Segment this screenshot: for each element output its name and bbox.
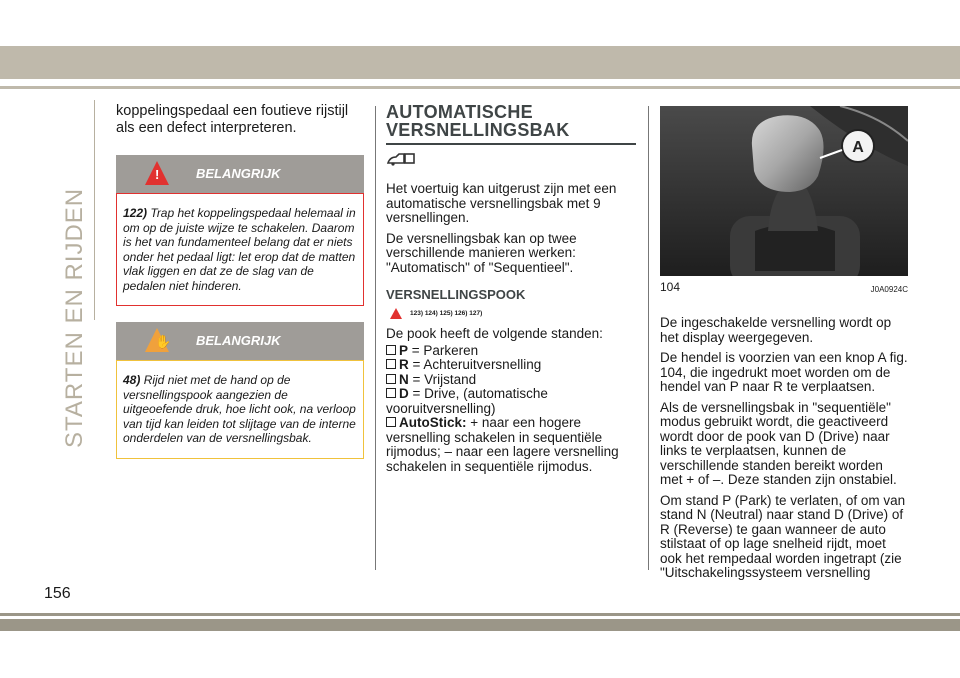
column-right [660, 106, 908, 587]
warning-triangle-icon: ! [145, 161, 169, 185]
paragraph: Om stand P (Park) te verlaten, of om van stand N (Neutral) naar stand D (Drive) of R (Reverse) te gaan wanneer de auto stilstaat of op lage snelheid rijdt, moet ook het rempedaal worden ingetrapt (zie "Uitschakelingssysteem versnelling [660, 492, 906, 580]
column-middle [386, 103, 636, 474]
refs-text: 123) 124) 125) 126) 127) [410, 310, 483, 317]
warning-box-2 [116, 360, 364, 459]
warning-box-1 [116, 193, 364, 306]
warning-refs [390, 308, 636, 319]
intro-paragraph-2: De versnellingsbak kan op twee verschillende manieren werken: "Automatisch" of "Sequentieel". [386, 230, 577, 275]
heading-underline [386, 143, 636, 145]
warning-text: Rijd niet met de hand op de versnellingspook aangezien de uitgeoefende druk, hoe licht ook, na verloop van tijd kan leiden tot slijtage van de interne onderdelen van de versnellingsbak. [123, 373, 356, 445]
section-heading-line1: AUTOMATISCHE [386, 102, 533, 122]
warning-text: Trap het koppelingspedaal helemaal in om op de juiste wijze te schakelen. Daarom is het van fundamenteel belang dat er niets onder het pedaal ligt: let erop dat de matten vlak liggen en dat ze de slag van de pedalen niet hinderen. [123, 206, 356, 293]
intro-paragraph: koppelingspedaal een foutieve rijstijl als een defect interpreteren. [116, 103, 349, 136]
paragraph: Als de versnellingsbak in "sequentiële" modus gebruikt wordt, die geactiveerd wordt door de pook van D (Drive) naar links te verplaatsen, kunnen de verschillende standen bereikt worden met + of –. Deze standen zijn onstabiel. [660, 399, 897, 487]
checkbox-icon [386, 345, 396, 355]
warning-title: BELANGRIJK [196, 333, 281, 348]
list-item: R = Achteruitversnelling [386, 358, 636, 373]
list-item: D = Drive, (automatische vooruitversnelling) [386, 386, 548, 416]
figure-code: J0A0924C [870, 285, 908, 294]
page-number: 156 [44, 585, 71, 602]
warning-title: BELANGRIJK [196, 166, 281, 181]
section-heading-line2: VERSNELLINGSBAK [386, 120, 570, 140]
caution-hand-icon: ✋ [145, 328, 169, 352]
chapter-side-title: STARTEN EN RIJDEN [61, 187, 88, 448]
warning-number: 48) [123, 373, 141, 387]
footer-rule [0, 613, 960, 616]
chapter-side-rule [94, 100, 95, 320]
warning-number: 122) [123, 206, 148, 220]
subheading: VERSNELLINGSPOOK [386, 287, 526, 302]
checkbox-icon [386, 388, 396, 398]
list-item: N = Vrijstand [386, 373, 636, 388]
warning-header-2 [116, 322, 364, 360]
checkbox-icon [386, 417, 396, 427]
header-rule [0, 86, 960, 89]
list-item: P = Parkeren [386, 344, 636, 359]
gearbox-symbol-icon [386, 151, 636, 172]
figure-number: 104 [660, 280, 681, 294]
car-version-icon [386, 151, 416, 167]
positions-intro: De pook heeft de volgende standen: [386, 326, 603, 341]
figure-caption [660, 280, 908, 294]
warning-header-1 [116, 155, 364, 193]
paragraph: De hendel is voorzien van een knop A fig. 104, die ingedrukt moet worden om de hendel van P naar R te verplaatsen. [660, 350, 908, 394]
column-divider-2 [648, 106, 649, 570]
footer-band [0, 619, 960, 631]
checkbox-icon [386, 359, 396, 369]
header-band [0, 46, 960, 79]
gear-lever-photo [660, 106, 908, 276]
warning-triangle-icon [390, 308, 402, 319]
paragraph: De ingeschakelde versnelling wordt op het display weergegeven. [660, 315, 892, 345]
column-divider-1 [375, 106, 376, 570]
right-text [660, 316, 908, 581]
gear-lever-image [660, 106, 908, 276]
list-item: AutoStick: + naar een hogere versnelling schakelen in sequentiële rijmodus; – naar een lagere versnelling schakelen in sequentiële rijmodus. [386, 415, 619, 474]
column-left [116, 103, 364, 459]
callout-label-a: A [852, 139, 864, 156]
checkbox-icon [386, 374, 396, 384]
intro-paragraph-1: Het voertuig kan uitgerust zijn met een automatische versnellingsbak met 9 versnellingen. [386, 181, 617, 225]
